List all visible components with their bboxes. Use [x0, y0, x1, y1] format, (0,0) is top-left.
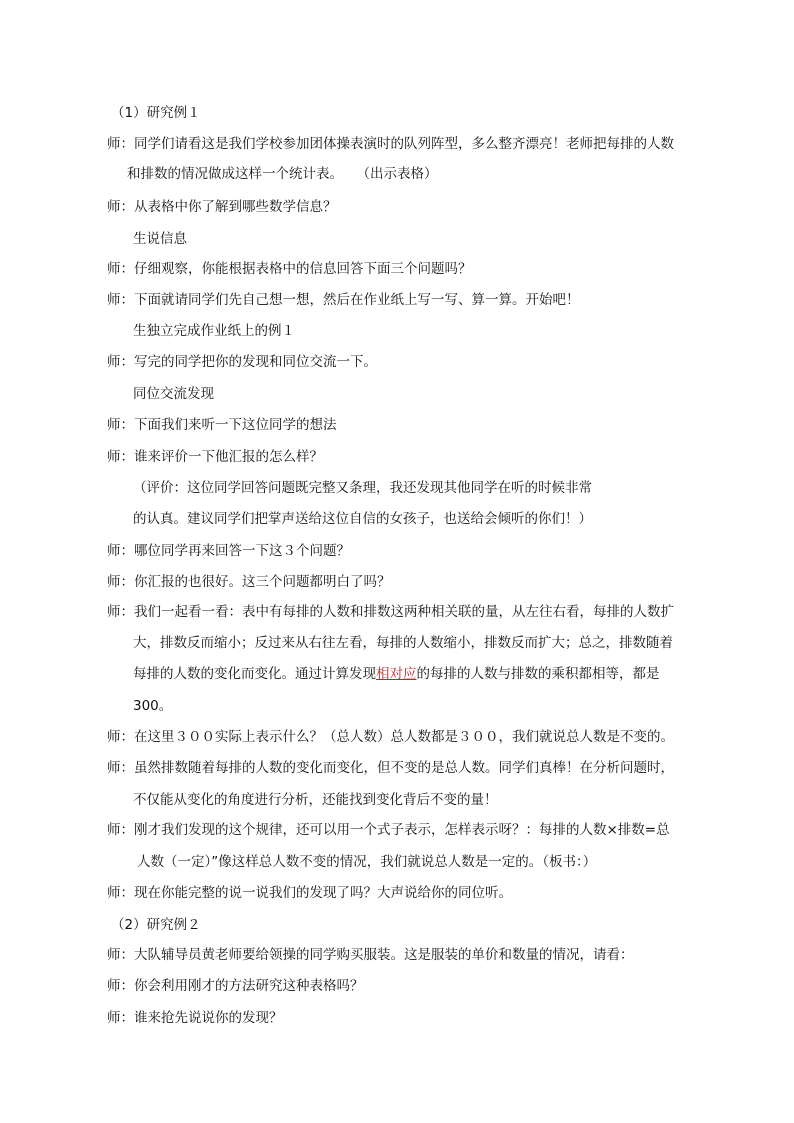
- paragraph-line: 和排数的情况做成这样一个统计表。 （出示表格）: [127, 166, 438, 182]
- paragraph-line: 师：谁来评价一下他汇报的怎么样？: [107, 449, 323, 465]
- paragraph-line: 师：虽然排数随着每排的人数的变化而变化，但不变的是总人数。同学们真棒！在分析问题时，: [107, 760, 674, 776]
- paragraph-line: 生说信息: [133, 231, 187, 247]
- paragraph-line: 人数（一定）”像这样总人数不变的情况，我们就说总人数是一定的。（板书：）: [137, 854, 597, 870]
- paragraph-line: 师：刚才我们发现的这个规律，还可以用一个式子表示，怎样表示呀？：每排的人数×排数=总: [107, 822, 670, 838]
- paragraph-line: 师：从表格中你了解到哪些数学信息？: [107, 199, 337, 215]
- section-heading-example-2: （2）研究例２: [111, 917, 201, 933]
- text-segment: 的每排的人数与排数的乘积都相等，都是: [416, 666, 660, 682]
- paragraph-line: 师：下面我们来听一下这位同学的想法: [107, 417, 337, 433]
- paragraph-line: [133, 664, 660, 684]
- paragraph-line: 师：在这里３００实际上表示什么？（总人数）总人数都是３００，我们就说总人数是不变的。: [107, 729, 674, 745]
- paragraph-line: 师：写完的同学把你的发现和同位交流一下。: [107, 354, 377, 370]
- paragraph-line: 师：我们一起看一看：表中有每排的人数和排数这两种相关联的量，从左往右看，每排的人数扩: [107, 604, 674, 620]
- highlighted-word: 相对应: [376, 666, 417, 682]
- paragraph-line: 不仅能从变化的角度进行分析，还能找到变化背后不变的量！: [133, 792, 498, 808]
- paragraph-line: 师：仔细观察，你能根据表格中的信息回答下面三个问题吗？: [107, 261, 472, 277]
- paragraph-line: 同位交流发现: [133, 386, 214, 402]
- section-heading-example-1: （1）研究例１: [111, 105, 201, 121]
- paragraph-line: （评价：这位同学回答问题既完整又条理，我还发现其他同学在听的时候非常: [133, 480, 592, 496]
- paragraph-line: 师：你会利用刚才的方法研究这种表格吗？: [107, 978, 364, 994]
- paragraph-line: 师：同学们请看这是我们学校参加团体操表演时的队列阵型，多么整齐漂亮！老师把每排的人数: [107, 136, 674, 152]
- paragraph-line: 师：现在你能完整的说一说我们的发现了吗？大声说给你的同位听。: [107, 885, 512, 901]
- paragraph-line: 师：你汇报的也很好。这三个问题都明白了吗？: [107, 574, 391, 590]
- paragraph-line: 大，排数反而缩小；反过来从右往左看，每排的人数缩小，排数反而扩大；总之，排数随着: [133, 635, 673, 651]
- paragraph-line: 300。: [133, 698, 173, 714]
- paragraph-line: 师：谁来抢先说说你的发现？: [107, 1010, 283, 1026]
- paragraph-line: 师：下面就请同学们先自己想一想，然后在作业纸上写一写、算一算。开始吧！: [107, 292, 580, 308]
- paragraph-line: 生独立完成作业纸上的例１: [133, 323, 295, 339]
- paragraph-line: 的认真。建议同学们把掌声送给这位自信的女孩子，也送给会倾听的你们！）: [133, 511, 592, 527]
- paragraph-line: 师：大队辅导员黄老师要给领操的同学购买服装。这是服装的单价和数量的情况，请看：: [107, 947, 634, 963]
- text-segment: 每排的人数的变化而变化。通过计算发现: [133, 666, 376, 682]
- paragraph-line: 师：哪位同学再来回答一下这３个问题？: [107, 543, 350, 559]
